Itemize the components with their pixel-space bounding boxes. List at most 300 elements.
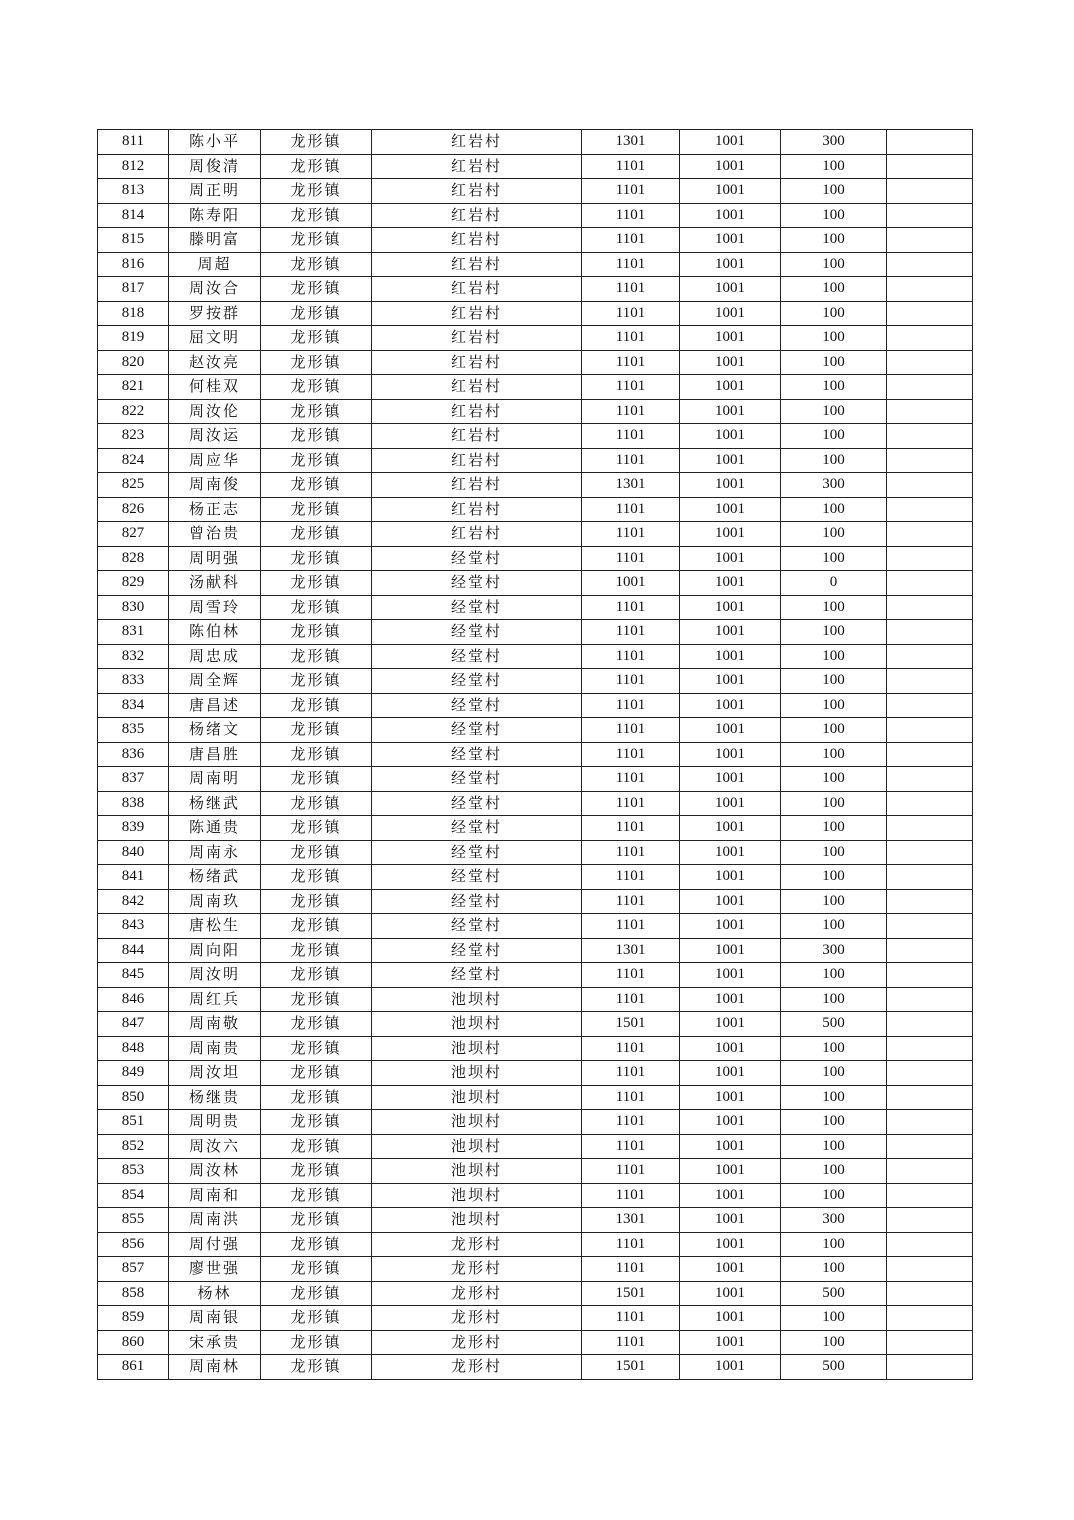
person-name-cell: 周明贵: [169, 1110, 261, 1135]
village-name-cell: 经堂村: [372, 693, 582, 718]
code-a-cell: 1101: [582, 1061, 680, 1086]
town-name-cell: 龙形镇: [261, 1281, 372, 1306]
note-cell: [887, 179, 973, 204]
amount-cell: 100: [781, 301, 887, 326]
note-cell: [887, 154, 973, 179]
village-name-cell: 池坝村: [372, 1159, 582, 1184]
row-number-cell: 846: [98, 987, 169, 1012]
code-a-cell: 1101: [582, 179, 680, 204]
code-a-cell: 1101: [582, 767, 680, 792]
village-name-cell: 池坝村: [372, 1036, 582, 1061]
village-name-cell: 经堂村: [372, 669, 582, 694]
code-a-cell: 1101: [582, 963, 680, 988]
note-cell: [887, 130, 973, 155]
amount-cell: 100: [781, 399, 887, 424]
note-cell: [887, 1159, 973, 1184]
code-a-cell: 1301: [582, 130, 680, 155]
row-number-cell: 828: [98, 546, 169, 571]
town-name-cell: 龙形镇: [261, 742, 372, 767]
amount-cell: 100: [781, 203, 887, 228]
village-name-cell: 池坝村: [372, 1183, 582, 1208]
row-number-cell: 819: [98, 326, 169, 351]
table-row: [98, 889, 973, 914]
person-name-cell: 周红兵: [169, 987, 261, 1012]
code-a-cell: 1101: [582, 448, 680, 473]
code-a-cell: 1501: [582, 1012, 680, 1037]
note-cell: [887, 1281, 973, 1306]
amount-cell: 100: [781, 914, 887, 939]
table-row: [98, 1330, 973, 1355]
table-row: [98, 301, 973, 326]
table-row: [98, 669, 973, 694]
person-name-cell: 杨林: [169, 1281, 261, 1306]
person-name-cell: 周汝坦: [169, 1061, 261, 1086]
town-name-cell: 龙形镇: [261, 791, 372, 816]
village-name-cell: 红岩村: [372, 448, 582, 473]
note-cell: [887, 546, 973, 571]
row-number-cell: 811: [98, 130, 169, 155]
row-number-cell: 835: [98, 718, 169, 743]
row-number-cell: 816: [98, 252, 169, 277]
code-b-cell: 1001: [680, 424, 781, 449]
village-name-cell: 红岩村: [372, 277, 582, 302]
amount-cell: 100: [781, 791, 887, 816]
note-cell: [887, 1012, 973, 1037]
amount-cell: 500: [781, 1281, 887, 1306]
code-b-cell: 1001: [680, 1281, 781, 1306]
person-name-cell: 周南永: [169, 840, 261, 865]
person-name-cell: 唐昌胜: [169, 742, 261, 767]
village-name-cell: 龙形村: [372, 1330, 582, 1355]
person-name-cell: 唐松生: [169, 914, 261, 939]
amount-cell: 100: [781, 840, 887, 865]
amount-cell: 100: [781, 595, 887, 620]
code-a-cell: 1101: [582, 252, 680, 277]
table-row: [98, 1110, 973, 1135]
village-name-cell: 红岩村: [372, 326, 582, 351]
table-row: [98, 840, 973, 865]
village-name-cell: 经堂村: [372, 571, 582, 596]
town-name-cell: 龙形镇: [261, 375, 372, 400]
note-cell: [887, 644, 973, 669]
amount-cell: 100: [781, 1232, 887, 1257]
person-name-cell: 周南林: [169, 1355, 261, 1380]
table-row: [98, 1012, 973, 1037]
note-cell: [887, 1232, 973, 1257]
note-cell: [887, 1330, 973, 1355]
person-name-cell: 周全辉: [169, 669, 261, 694]
code-a-cell: 1101: [582, 816, 680, 841]
town-name-cell: 龙形镇: [261, 1355, 372, 1380]
row-number-cell: 854: [98, 1183, 169, 1208]
note-cell: [887, 1085, 973, 1110]
table-row: [98, 277, 973, 302]
village-name-cell: 龙形村: [372, 1257, 582, 1282]
town-name-cell: 龙形镇: [261, 448, 372, 473]
village-name-cell: 红岩村: [372, 130, 582, 155]
code-b-cell: 1001: [680, 1330, 781, 1355]
village-name-cell: 经堂村: [372, 644, 582, 669]
village-name-cell: 红岩村: [372, 203, 582, 228]
code-a-cell: 1101: [582, 693, 680, 718]
town-name-cell: 龙形镇: [261, 914, 372, 939]
row-number-cell: 827: [98, 522, 169, 547]
person-name-cell: 周忠成: [169, 644, 261, 669]
town-name-cell: 龙形镇: [261, 277, 372, 302]
code-b-cell: 1001: [680, 693, 781, 718]
table-row: [98, 914, 973, 939]
town-name-cell: 龙形镇: [261, 326, 372, 351]
code-a-cell: 1101: [582, 1159, 680, 1184]
code-a-cell: 1101: [582, 1036, 680, 1061]
table-row: [98, 1232, 973, 1257]
town-name-cell: 龙形镇: [261, 1232, 372, 1257]
code-a-cell: 1101: [582, 326, 680, 351]
town-name-cell: 龙形镇: [261, 669, 372, 694]
code-b-cell: 1001: [680, 252, 781, 277]
code-a-cell: 1101: [582, 203, 680, 228]
row-number-cell: 850: [98, 1085, 169, 1110]
amount-cell: 100: [781, 179, 887, 204]
row-number-cell: 858: [98, 1281, 169, 1306]
table-row: [98, 1183, 973, 1208]
village-name-cell: 池坝村: [372, 1110, 582, 1135]
code-b-cell: 1001: [680, 1208, 781, 1233]
town-name-cell: 龙形镇: [261, 179, 372, 204]
town-name-cell: 龙形镇: [261, 1330, 372, 1355]
row-number-cell: 849: [98, 1061, 169, 1086]
town-name-cell: 龙形镇: [261, 595, 372, 620]
village-name-cell: 经堂村: [372, 889, 582, 914]
note-cell: [887, 1306, 973, 1331]
note-cell: [887, 277, 973, 302]
village-name-cell: 经堂村: [372, 718, 582, 743]
person-name-cell: 陈伯林: [169, 620, 261, 645]
amount-cell: 100: [781, 1159, 887, 1184]
table-row: [98, 448, 973, 473]
town-name-cell: 龙形镇: [261, 767, 372, 792]
town-name-cell: 龙形镇: [261, 1257, 372, 1282]
row-number-cell: 837: [98, 767, 169, 792]
amount-cell: 100: [781, 448, 887, 473]
row-number-cell: 861: [98, 1355, 169, 1380]
town-name-cell: 龙形镇: [261, 252, 372, 277]
code-b-cell: 1001: [680, 865, 781, 890]
village-name-cell: 经堂村: [372, 938, 582, 963]
note-cell: [887, 865, 973, 890]
person-name-cell: 周汝六: [169, 1134, 261, 1159]
code-b-cell: 1001: [680, 1306, 781, 1331]
row-number-cell: 813: [98, 179, 169, 204]
amount-cell: 100: [781, 693, 887, 718]
row-number-cell: 841: [98, 865, 169, 890]
code-b-cell: 1001: [680, 718, 781, 743]
person-name-cell: 周汝合: [169, 277, 261, 302]
code-a-cell: 1101: [582, 840, 680, 865]
amount-cell: 100: [781, 228, 887, 253]
row-number-cell: 844: [98, 938, 169, 963]
row-number-cell: 825: [98, 473, 169, 498]
table-row: [98, 1159, 973, 1184]
town-name-cell: 龙形镇: [261, 1012, 372, 1037]
village-name-cell: 红岩村: [372, 252, 582, 277]
village-name-cell: 池坝村: [372, 1208, 582, 1233]
code-b-cell: 1001: [680, 571, 781, 596]
table-row: [98, 742, 973, 767]
person-name-cell: 周超: [169, 252, 261, 277]
row-number-cell: 845: [98, 963, 169, 988]
code-b-cell: 1001: [680, 1085, 781, 1110]
village-name-cell: 经堂村: [372, 791, 582, 816]
note-cell: [887, 742, 973, 767]
note-cell: [887, 889, 973, 914]
amount-cell: 100: [781, 424, 887, 449]
person-name-cell: 汤献科: [169, 571, 261, 596]
town-name-cell: 龙形镇: [261, 1159, 372, 1184]
person-name-cell: 周明强: [169, 546, 261, 571]
town-name-cell: 龙形镇: [261, 1061, 372, 1086]
code-a-cell: 1501: [582, 1281, 680, 1306]
town-name-cell: 龙形镇: [261, 1036, 372, 1061]
village-name-cell: 池坝村: [372, 1012, 582, 1037]
person-name-cell: 周南和: [169, 1183, 261, 1208]
code-a-cell: 1301: [582, 473, 680, 498]
row-number-cell: 818: [98, 301, 169, 326]
table-row: [98, 987, 973, 1012]
village-name-cell: 经堂村: [372, 914, 582, 939]
code-b-cell: 1001: [680, 1036, 781, 1061]
person-name-cell: 罗按群: [169, 301, 261, 326]
note-cell: [887, 326, 973, 351]
town-name-cell: 龙形镇: [261, 816, 372, 841]
table-row: [98, 938, 973, 963]
code-b-cell: 1001: [680, 791, 781, 816]
note-cell: [887, 448, 973, 473]
table-row: [98, 1281, 973, 1306]
village-name-cell: 龙形村: [372, 1306, 582, 1331]
person-name-cell: 周雪玲: [169, 595, 261, 620]
amount-cell: 100: [781, 326, 887, 351]
amount-cell: 100: [781, 1085, 887, 1110]
town-name-cell: 龙形镇: [261, 938, 372, 963]
code-b-cell: 1001: [680, 326, 781, 351]
person-name-cell: 曾治贵: [169, 522, 261, 547]
amount-cell: 100: [781, 252, 887, 277]
table-row: [98, 816, 973, 841]
note-cell: [887, 718, 973, 743]
code-b-cell: 1001: [680, 1159, 781, 1184]
village-name-cell: 红岩村: [372, 228, 582, 253]
amount-cell: 100: [781, 1036, 887, 1061]
note-cell: [887, 987, 973, 1012]
note-cell: [887, 1036, 973, 1061]
note-cell: [887, 1183, 973, 1208]
code-a-cell: 1101: [582, 399, 680, 424]
person-name-cell: 周向阳: [169, 938, 261, 963]
note-cell: [887, 350, 973, 375]
note-cell: [887, 473, 973, 498]
code-b-cell: 1001: [680, 1134, 781, 1159]
row-number-cell: 824: [98, 448, 169, 473]
code-a-cell: 1101: [582, 154, 680, 179]
code-a-cell: 1101: [582, 742, 680, 767]
village-name-cell: 龙形村: [372, 1232, 582, 1257]
table-row: [98, 620, 973, 645]
code-b-cell: 1001: [680, 473, 781, 498]
village-name-cell: 经堂村: [372, 620, 582, 645]
note-cell: [887, 816, 973, 841]
village-name-cell: 红岩村: [372, 522, 582, 547]
note-cell: [887, 914, 973, 939]
code-a-cell: 1301: [582, 1208, 680, 1233]
amount-cell: 100: [781, 154, 887, 179]
table-row: [98, 1036, 973, 1061]
note-cell: [887, 693, 973, 718]
village-name-cell: 经堂村: [372, 816, 582, 841]
code-a-cell: 1101: [582, 497, 680, 522]
table-row: [98, 1208, 973, 1233]
town-name-cell: 龙形镇: [261, 497, 372, 522]
row-number-cell: 830: [98, 595, 169, 620]
town-name-cell: 龙形镇: [261, 1183, 372, 1208]
village-name-cell: 池坝村: [372, 987, 582, 1012]
amount-cell: 100: [781, 620, 887, 645]
row-number-cell: 843: [98, 914, 169, 939]
village-name-cell: 龙形村: [372, 1355, 582, 1380]
amount-cell: 100: [781, 497, 887, 522]
note-cell: [887, 228, 973, 253]
code-b-cell: 1001: [680, 1012, 781, 1037]
town-name-cell: 龙形镇: [261, 693, 372, 718]
village-name-cell: 红岩村: [372, 497, 582, 522]
note-cell: [887, 424, 973, 449]
row-number-cell: 815: [98, 228, 169, 253]
town-name-cell: 龙形镇: [261, 865, 372, 890]
note-cell: [887, 1134, 973, 1159]
note-cell: [887, 571, 973, 596]
amount-cell: 100: [781, 816, 887, 841]
code-b-cell: 1001: [680, 840, 781, 865]
row-number-cell: 840: [98, 840, 169, 865]
row-number-cell: 814: [98, 203, 169, 228]
code-a-cell: 1001: [582, 571, 680, 596]
village-name-cell: 经堂村: [372, 963, 582, 988]
amount-cell: 100: [781, 963, 887, 988]
person-name-cell: 何桂双: [169, 375, 261, 400]
note-cell: [887, 1208, 973, 1233]
code-a-cell: 1101: [582, 350, 680, 375]
town-name-cell: 龙形镇: [261, 620, 372, 645]
town-name-cell: 龙形镇: [261, 473, 372, 498]
table-row: [98, 326, 973, 351]
village-name-cell: 经堂村: [372, 546, 582, 571]
person-name-cell: 赵汝亮: [169, 350, 261, 375]
code-b-cell: 1001: [680, 546, 781, 571]
amount-cell: 100: [781, 865, 887, 890]
code-b-cell: 1001: [680, 620, 781, 645]
row-number-cell: 832: [98, 644, 169, 669]
table-row: [98, 1061, 973, 1086]
code-b-cell: 1001: [680, 522, 781, 547]
code-a-cell: 1101: [582, 1085, 680, 1110]
code-a-cell: 1501: [582, 1355, 680, 1380]
amount-cell: 500: [781, 1355, 887, 1380]
row-number-cell: 839: [98, 816, 169, 841]
code-b-cell: 1001: [680, 938, 781, 963]
person-name-cell: 周俊清: [169, 154, 261, 179]
code-a-cell: 1101: [582, 301, 680, 326]
code-a-cell: 1101: [582, 424, 680, 449]
amount-cell: 100: [781, 277, 887, 302]
note-cell: [887, 938, 973, 963]
code-b-cell: 1001: [680, 767, 781, 792]
code-b-cell: 1001: [680, 1257, 781, 1282]
row-number-cell: 833: [98, 669, 169, 694]
row-number-cell: 851: [98, 1110, 169, 1135]
person-name-cell: 周汝伦: [169, 399, 261, 424]
roster-body: [98, 130, 973, 1380]
town-name-cell: 龙形镇: [261, 522, 372, 547]
village-name-cell: 龙形村: [372, 1281, 582, 1306]
note-cell: [887, 620, 973, 645]
town-name-cell: 龙形镇: [261, 546, 372, 571]
code-a-cell: 1101: [582, 228, 680, 253]
row-number-cell: 823: [98, 424, 169, 449]
table-row: [98, 1134, 973, 1159]
amount-cell: 300: [781, 130, 887, 155]
row-number-cell: 822: [98, 399, 169, 424]
person-name-cell: 陈小平: [169, 130, 261, 155]
town-name-cell: 龙形镇: [261, 301, 372, 326]
person-name-cell: 周南玖: [169, 889, 261, 914]
note-cell: [887, 669, 973, 694]
amount-cell: 300: [781, 473, 887, 498]
code-a-cell: 1101: [582, 669, 680, 694]
code-a-cell: 1101: [582, 1183, 680, 1208]
table-row: [98, 963, 973, 988]
amount-cell: 100: [781, 718, 887, 743]
amount-cell: 100: [781, 644, 887, 669]
note-cell: [887, 1110, 973, 1135]
town-name-cell: 龙形镇: [261, 718, 372, 743]
code-a-cell: 1101: [582, 277, 680, 302]
table-row: [98, 252, 973, 277]
person-name-cell: 廖世强: [169, 1257, 261, 1282]
row-number-cell: 842: [98, 889, 169, 914]
town-name-cell: 龙形镇: [261, 1085, 372, 1110]
code-a-cell: 1101: [582, 1110, 680, 1135]
code-b-cell: 1001: [680, 179, 781, 204]
code-b-cell: 1001: [680, 889, 781, 914]
code-b-cell: 1001: [680, 1183, 781, 1208]
amount-cell: 300: [781, 938, 887, 963]
person-name-cell: 杨继武: [169, 791, 261, 816]
note-cell: [887, 399, 973, 424]
code-a-cell: 1101: [582, 987, 680, 1012]
row-number-cell: 853: [98, 1159, 169, 1184]
note-cell: [887, 301, 973, 326]
table-row: [98, 767, 973, 792]
table-row: [98, 1257, 973, 1282]
village-name-cell: 池坝村: [372, 1134, 582, 1159]
code-b-cell: 1001: [680, 987, 781, 1012]
code-a-cell: 1101: [582, 595, 680, 620]
code-b-cell: 1001: [680, 130, 781, 155]
person-name-cell: 周汝林: [169, 1159, 261, 1184]
table-row: [98, 571, 973, 596]
village-name-cell: 红岩村: [372, 375, 582, 400]
code-a-cell: 1101: [582, 1134, 680, 1159]
